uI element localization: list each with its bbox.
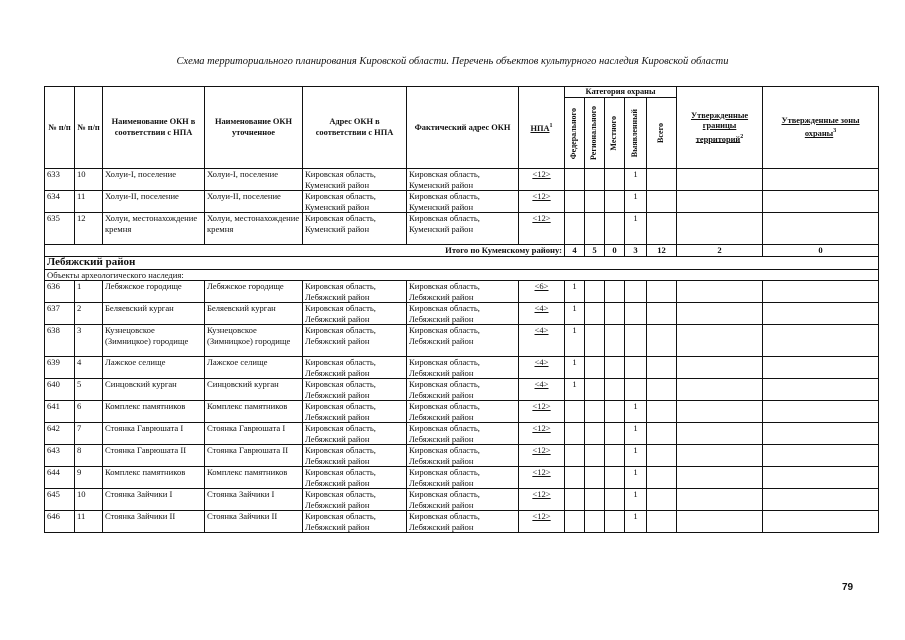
col-header-num: № п/п [45, 87, 75, 169]
col-header-identified: Выявленный [625, 98, 647, 169]
cell-npa-link: <12> [519, 213, 565, 245]
total-zones: 0 [763, 245, 879, 256]
col-header-category: Категория охраны [565, 87, 677, 98]
cell-local [605, 511, 625, 533]
cell-identified [625, 379, 647, 401]
cell-address-npa: Кировская область, Лебяжский район [303, 379, 407, 401]
cell-federal [565, 445, 585, 467]
table-row [45, 401, 879, 423]
total-federal: 4 [565, 245, 585, 256]
cell-npa-link: <6> [519, 281, 565, 303]
cell-federal: 1 [565, 303, 585, 325]
cell-boundaries [677, 489, 763, 511]
col-header-regional: Регионального [585, 98, 605, 169]
cell-zones [763, 467, 879, 489]
table-row [45, 213, 879, 245]
cell-name-npa: Холуи-I, поселение [103, 169, 205, 191]
cell-identified: 1 [625, 467, 647, 489]
cell-name-npa: Лажское селище [103, 357, 205, 379]
cell-local [605, 401, 625, 423]
cell-address-npa: Кировская область, Лебяжский район [303, 423, 407, 445]
total-boundaries: 2 [677, 245, 763, 256]
table-row [45, 445, 879, 467]
cell-identified: 1 [625, 169, 647, 191]
cell-number: 638 [45, 325, 75, 357]
cell-address-npa: Кировская область, Куменский район [303, 191, 407, 213]
cell-boundaries [677, 169, 763, 191]
cell-identified: 1 [625, 489, 647, 511]
cell-number: 645 [45, 489, 75, 511]
cell-federal [565, 169, 585, 191]
cell-regional [585, 467, 605, 489]
cell-name-refined: Кузнецовское (Зимницкое) городище [205, 325, 303, 357]
table-row [45, 489, 879, 511]
col-header-federal: Федерального [565, 98, 585, 169]
subheading-row [45, 269, 879, 280]
cell-number-in-district: 11 [75, 191, 103, 213]
cell-federal [565, 423, 585, 445]
cell-local [605, 489, 625, 511]
header-row [45, 87, 879, 98]
cell-npa-link: <4> [519, 357, 565, 379]
cell-number-in-district: 10 [75, 489, 103, 511]
col-header-boundaries: Утвержденные границы территорий$^2$ [677, 87, 763, 169]
cell-zones [763, 213, 879, 245]
cell-total [647, 169, 677, 191]
cell-regional [585, 401, 605, 423]
cell-zones [763, 281, 879, 303]
cell-npa-link: <12> [519, 423, 565, 445]
cell-name-npa: Холуи, местонахождение кремня [103, 213, 205, 245]
cell-boundaries [677, 357, 763, 379]
cell-name-npa: Беляевский курган [103, 303, 205, 325]
cell-identified: 1 [625, 213, 647, 245]
cell-number-in-district: 11 [75, 511, 103, 533]
cell-number-in-district: 7 [75, 423, 103, 445]
cell-name-refined: Холуи-I, поселение [205, 169, 303, 191]
cell-name-refined: Синцовский курган [205, 379, 303, 401]
cell-federal [565, 511, 585, 533]
cell-address-actual: Кировская область, Лебяжский район [407, 379, 519, 401]
cell-zones [763, 423, 879, 445]
cell-name-npa: Стоянка Гаврюшата I [103, 423, 205, 445]
cell-total [647, 423, 677, 445]
cell-address-actual: Кировская область, Лебяжский район [407, 303, 519, 325]
cell-regional [585, 191, 605, 213]
cell-identified [625, 303, 647, 325]
cell-npa-link: <12> [519, 401, 565, 423]
cell-boundaries [677, 325, 763, 357]
cell-federal: 1 [565, 325, 585, 357]
total-identified: 3 [625, 245, 647, 256]
page-number: 79 [842, 582, 854, 593]
cell-address-npa: Кировская область, Лебяжский район [303, 357, 407, 379]
table-body-summary [45, 245, 879, 281]
cell-total [647, 445, 677, 467]
cell-regional [585, 357, 605, 379]
cell-address-npa: Кировская область, Лебяжский район [303, 303, 407, 325]
cell-local [605, 423, 625, 445]
cell-number: 642 [45, 423, 75, 445]
table-row [45, 467, 879, 489]
cell-total [647, 325, 677, 357]
cell-local [605, 303, 625, 325]
table-row [45, 281, 879, 303]
cell-total [647, 379, 677, 401]
cell-name-refined: Комплекс памятников [205, 401, 303, 423]
col-header-name-refined: Наименование ОКН уточненное [205, 87, 303, 169]
cell-local [605, 191, 625, 213]
cell-name-refined: Стоянка Гаврюшата I [205, 423, 303, 445]
cell-name-refined: Стоянка Гаврюшата II [205, 445, 303, 467]
cell-address-actual: Кировская область, Лебяжский район [407, 357, 519, 379]
cell-address-actual: Кировская область, Лебяжский район [407, 325, 519, 357]
cell-number: 639 [45, 357, 75, 379]
cell-number: 634 [45, 191, 75, 213]
cell-address-actual: Кировская область, Лебяжский район [407, 511, 519, 533]
cell-zones [763, 325, 879, 357]
table-row [45, 357, 879, 379]
cell-zones [763, 445, 879, 467]
cell-federal [565, 213, 585, 245]
cell-name-refined: Стоянка Зайчики II [205, 511, 303, 533]
cell-identified: 1 [625, 191, 647, 213]
cell-address-actual: Кировская область, Лебяжский район [407, 489, 519, 511]
cell-npa-link: <12> [519, 511, 565, 533]
cell-regional [585, 379, 605, 401]
cell-name-npa: Стоянка Гаврюшата II [103, 445, 205, 467]
cell-regional [585, 489, 605, 511]
cell-address-npa: Кировская область, Лебяжский район [303, 281, 407, 303]
cell-name-npa: Комплекс памятников [103, 401, 205, 423]
cell-npa-link: <12> [519, 191, 565, 213]
cell-number-in-district: 10 [75, 169, 103, 191]
cell-zones [763, 169, 879, 191]
table-row [45, 379, 879, 401]
cell-number: 636 [45, 281, 75, 303]
cell-identified [625, 325, 647, 357]
cell-federal [565, 467, 585, 489]
cell-identified: 1 [625, 423, 647, 445]
cell-boundaries [677, 379, 763, 401]
cell-total [647, 303, 677, 325]
cell-address-actual: Кировская область, Куменский район [407, 213, 519, 245]
cell-number-in-district: 12 [75, 213, 103, 245]
cell-address-npa: Кировская область, Лебяжский район [303, 401, 407, 423]
cell-federal: 1 [565, 357, 585, 379]
cell-address-npa: Кировская область, Лебяжский район [303, 511, 407, 533]
table-row [45, 325, 879, 357]
cell-name-npa: Кузнецовское (Зимницкое) городище [103, 325, 205, 357]
cell-name-refined: Лажское селище [205, 357, 303, 379]
cell-boundaries [677, 191, 763, 213]
col-header-local: Местного [605, 98, 625, 169]
cell-zones [763, 303, 879, 325]
cell-identified: 1 [625, 401, 647, 423]
cell-local [605, 281, 625, 303]
total-local: 0 [605, 245, 625, 256]
heritage-register-table [44, 86, 879, 533]
cell-number-in-district: 6 [75, 401, 103, 423]
cell-boundaries [677, 423, 763, 445]
cell-npa-link: <4> [519, 325, 565, 357]
cell-total [647, 281, 677, 303]
district-heading: Лебяжский район [45, 256, 879, 269]
section-subheading: Объекты археологического наследия: [45, 269, 879, 280]
cell-boundaries [677, 401, 763, 423]
cell-regional [585, 445, 605, 467]
table-row [45, 423, 879, 445]
document-title: Схема территориального планирования Кировской области. Перечень объектов культурного наследия Кировской области [176, 56, 729, 67]
cell-zones [763, 357, 879, 379]
cell-name-refined: Холуи, местонахождение кремня [205, 213, 303, 245]
cell-boundaries [677, 213, 763, 245]
cell-number: 635 [45, 213, 75, 245]
cell-name-refined: Лебяжское городище [205, 281, 303, 303]
cell-address-npa: Кировская область, Лебяжский район [303, 467, 407, 489]
cell-number: 646 [45, 511, 75, 533]
col-header-npa: НПА$^1$ [519, 87, 565, 169]
table-body-kumensky [45, 169, 879, 245]
cell-number-in-district: 4 [75, 357, 103, 379]
cell-federal [565, 401, 585, 423]
cell-federal [565, 489, 585, 511]
cell-number-in-district: 1 [75, 281, 103, 303]
cell-npa-link: <12> [519, 445, 565, 467]
cell-local [605, 379, 625, 401]
cell-local [605, 445, 625, 467]
col-header-address-npa: Адрес ОКН в соответствии с НПА [303, 87, 407, 169]
cell-identified: 1 [625, 511, 647, 533]
cell-number: 643 [45, 445, 75, 467]
cell-address-actual: Кировская область, Лебяжский район [407, 401, 519, 423]
cell-identified: 1 [625, 445, 647, 467]
col-header-address-actual: Фактический адрес ОКН [407, 87, 519, 169]
cell-total [647, 191, 677, 213]
cell-address-npa: Кировская область, Куменский район [303, 169, 407, 191]
cell-identified [625, 357, 647, 379]
col-header-total: Всего [647, 98, 677, 169]
cell-name-npa: Холуи-II, поселение [103, 191, 205, 213]
cell-npa-link: <4> [519, 303, 565, 325]
cell-regional [585, 213, 605, 245]
cell-address-actual: Кировская область, Лебяжский район [407, 423, 519, 445]
cell-name-refined: Комплекс памятников [205, 467, 303, 489]
table-row [45, 303, 879, 325]
cell-number-in-district: 5 [75, 379, 103, 401]
cell-address-actual: Кировская область, Куменский район [407, 191, 519, 213]
cell-identified [625, 281, 647, 303]
cell-number: 644 [45, 467, 75, 489]
col-header-name-npa: Наименование ОКН в соответствии с НПА [103, 87, 205, 169]
cell-local [605, 213, 625, 245]
cell-address-actual: Кировская область, Куменский район [407, 169, 519, 191]
cell-name-refined: Беляевский курган [205, 303, 303, 325]
total-regional: 5 [585, 245, 605, 256]
cell-npa-link: <12> [519, 467, 565, 489]
cell-boundaries [677, 445, 763, 467]
cell-npa-link: <12> [519, 169, 565, 191]
cell-address-npa: Кировская область, Куменский район [303, 213, 407, 245]
cell-boundaries [677, 281, 763, 303]
cell-number-in-district: 2 [75, 303, 103, 325]
total-all: 12 [647, 245, 677, 256]
col-header-zones: Утвержденные зоны охраны$^3$ [763, 87, 879, 169]
cell-address-actual: Кировская область, Лебяжский район [407, 281, 519, 303]
cell-address-actual: Кировская область, Лебяжский район [407, 467, 519, 489]
cell-total [647, 467, 677, 489]
cell-total [647, 511, 677, 533]
cell-number-in-district: 8 [75, 445, 103, 467]
cell-boundaries [677, 511, 763, 533]
cell-address-npa: Кировская область, Лебяжский район [303, 445, 407, 467]
cell-name-npa: Стоянка Зайчики I [103, 489, 205, 511]
cell-regional [585, 325, 605, 357]
cell-federal: 1 [565, 281, 585, 303]
cell-federal: 1 [565, 379, 585, 401]
cell-zones [763, 489, 879, 511]
cell-zones [763, 379, 879, 401]
cell-local [605, 357, 625, 379]
cell-name-npa: Синцовский курган [103, 379, 205, 401]
cell-name-refined: Стоянка Зайчики I [205, 489, 303, 511]
col-header-num2: № п/п [75, 87, 103, 169]
cell-boundaries [677, 467, 763, 489]
cell-number: 640 [45, 379, 75, 401]
table-row [45, 169, 879, 191]
total-label: Итого по Куменскому району: [45, 245, 565, 256]
cell-number: 641 [45, 401, 75, 423]
total-row [45, 245, 879, 256]
cell-local [605, 325, 625, 357]
district-row [45, 256, 879, 269]
cell-regional [585, 423, 605, 445]
cell-zones [763, 511, 879, 533]
cell-zones [763, 401, 879, 423]
cell-name-npa: Стоянка Зайчики II [103, 511, 205, 533]
cell-regional [585, 303, 605, 325]
cell-address-npa: Кировская область, Лебяжский район [303, 489, 407, 511]
cell-total [647, 213, 677, 245]
cell-zones [763, 191, 879, 213]
cell-number-in-district: 9 [75, 467, 103, 489]
cell-regional [585, 281, 605, 303]
cell-local [605, 169, 625, 191]
cell-total [647, 401, 677, 423]
cell-address-npa: Кировская область, Лебяжский район [303, 325, 407, 357]
cell-federal [565, 191, 585, 213]
table-body-lebyazhsky [45, 281, 879, 533]
cell-number: 633 [45, 169, 75, 191]
cell-name-npa: Комплекс памятников [103, 467, 205, 489]
cell-total [647, 357, 677, 379]
cell-name-refined: Холуи-II, поселение [205, 191, 303, 213]
cell-regional [585, 511, 605, 533]
cell-boundaries [677, 303, 763, 325]
cell-regional [585, 169, 605, 191]
cell-npa-link: <4> [519, 379, 565, 401]
cell-name-npa: Лебяжское городище [103, 281, 205, 303]
cell-local [605, 467, 625, 489]
cell-total [647, 489, 677, 511]
table-row [45, 191, 879, 213]
table-row [45, 511, 879, 533]
cell-number-in-district: 3 [75, 325, 103, 357]
cell-address-actual: Кировская область, Лебяжский район [407, 445, 519, 467]
cell-npa-link: <12> [519, 489, 565, 511]
cell-number: 637 [45, 303, 75, 325]
